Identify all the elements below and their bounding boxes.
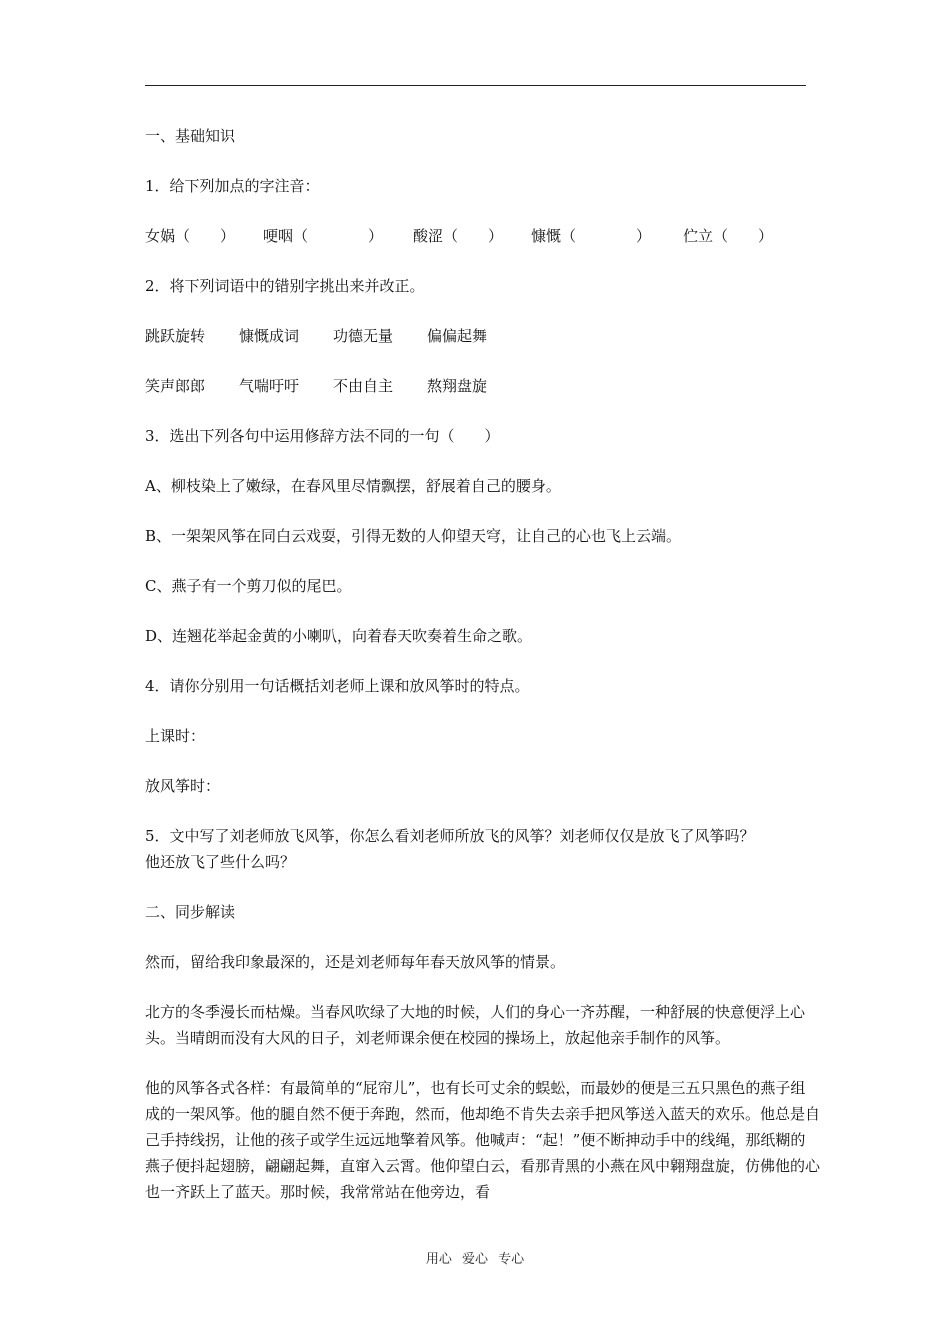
question-4-prompt: 4．请你分别用一句话概括刘老师上课和放风筝时的特点。 [145,677,530,695]
question-4-answer-kite: 放风筝时： [145,777,221,795]
reading-paragraph-3: 他的风筝各式各样：有最简单的“屁帘儿”，也有长可丈余的蜈蚣，而最妙的便是三五只黑色的燕子组成的一架风筝。他的腿自然不便于奔跑，然而，他却绝不肯失去亲手把风筝送入蓝天的欢乐。他总是自己手持线拐，让他的孩子或学生远远地擎着风筝。他喊声：“起！”便不断抻动手中的线绳，那纸糊的燕子便抖起翅膀，翩翩起舞，直窜入云霄。他仰望白云，看那青黑的小燕在风中翱翔盘旋，仿佛他的心也一齐跃上了蓝天。那时候，我常常站在他旁边，看 [145,1079,821,1201]
header-rule [145,85,806,86]
question-2-words-row-2 [145,373,820,399]
pinyin-item: 女娲（ ） [145,227,236,245]
pinyin-item: 哽咽（ ） [263,227,384,245]
question-3-option-a: A、柳枝染上了嫩绿，在春风里尽情飘摆，舒展着自己的腰身。 [145,477,561,495]
pinyin-item: 慷慨（ ） [531,227,652,245]
footer-text: 爱心 [461,1252,488,1267]
word-item: 跳跃旋转 [145,327,206,345]
question-3-option-d: D、连翘花举起金黄的小喇叭，向着春天吹奏着生命之歌。 [145,627,533,645]
word-item: 气喘吁吁 [239,377,300,395]
footer-text: 用心 [425,1252,452,1267]
section-title-reading: 二、同步解读 [145,903,236,921]
question-1-items [145,223,820,249]
question-4-answer-class: 上课时： [145,727,206,745]
question-2-prompt: 2．将下列词语中的错别字挑出来并改正。 [145,277,425,295]
word-item: 功德无量 [333,327,394,345]
word-item: 笑声郎郎 [145,377,206,395]
word-item: 偏偏起舞 [427,327,488,345]
question-5-line-1: 5．文中写了刘老师放飞风筝，你怎么看刘老师所放飞的风筝？刘老师仅仅是放飞了风筝吗？ [145,827,755,845]
footer-text: 专心 [498,1252,525,1267]
question-2-words-row-1 [145,323,820,349]
question-3-option-c: C、燕子有一个剪刀似的尾巴。 [145,577,352,595]
pinyin-item: 酸涩（ ） [413,227,504,245]
word-item: 慷慨成词 [239,327,300,345]
question-5 [145,823,820,875]
question-3-option-b: B、一架架风筝在同白云戏耍，引得无数的人仰望天穹，让自己的心也飞上云端。 [145,527,682,545]
question-1-prompt: 1．给下列加点的字注音： [145,177,320,195]
page-footer [0,1248,950,1267]
document-body [145,123,820,1229]
question-3-prompt: 3．选出下列各句中运用修辞方法不同的一句（ ） [145,427,500,445]
reading-paragraph-1: 然而，留给我印象最深的，还是刘老师每年春天放风筝的情景。 [145,953,566,971]
section-title-basics: 一、基础知识 [145,127,236,145]
question-5-line-2: 他还放飞了些什么吗？ [145,853,296,871]
reading-paragraph-2: 北方的冬季漫长而枯燥。当春风吹绿了大地的时候，人们的身心一齐苏醒，一种舒展的快意便浮上心头。当晴朗而没有大风的日子，刘老师课余便在校园的操场上，放起他亲手制作的风筝。 [145,1003,806,1047]
pinyin-item: 伫立（ ） [683,227,774,245]
word-item: 不由自主 [333,377,394,395]
word-item: 熬翔盘旋 [427,377,488,395]
